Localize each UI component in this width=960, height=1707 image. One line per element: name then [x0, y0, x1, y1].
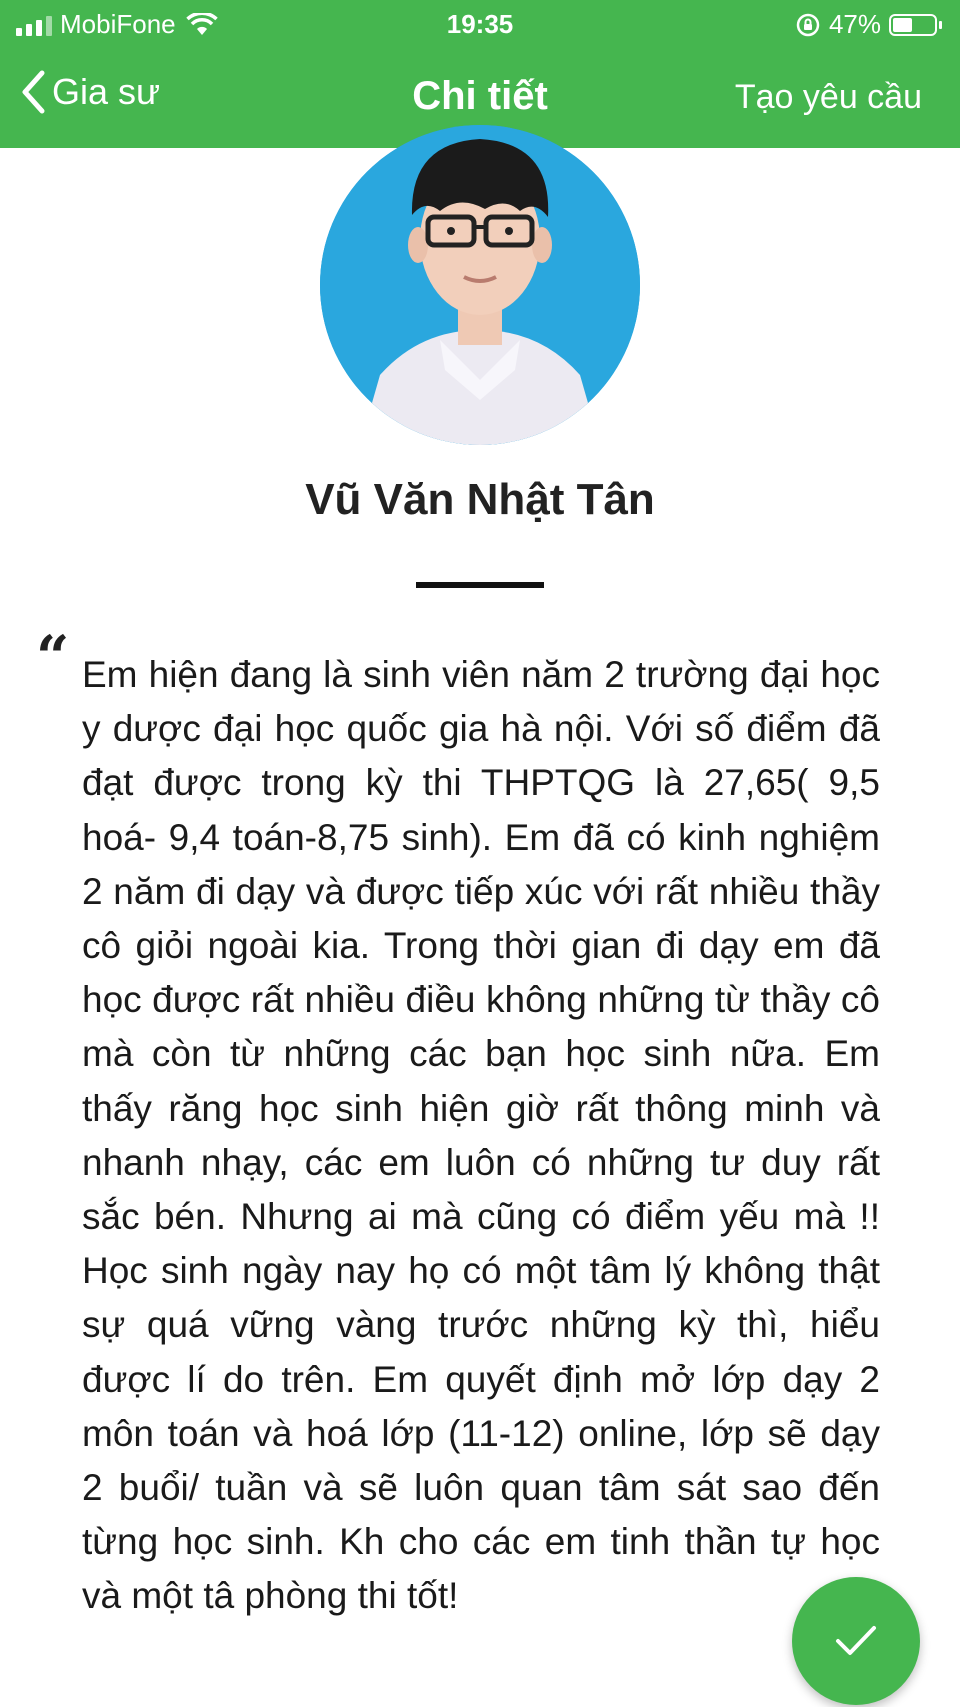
tutor-bio: Em hiện đang là sinh viên năm 2 trường đại học y dược đại học quốc gia hà nội. Với số điểm đã đạt được trong kỳ thi THPTQG là 27,65( 9,5 hoá- 9,4 toán-8,75 sinh). Em đã có kinh nghiệm 2 năm đi dạy và được tiếp xúc với rất nhiều thầy cô giỏi ngoài kia. Trong thời gian đi dạy em đã học được rất nhiều điều không những từ thầy cô mà còn từ những các bạn học sinh nữa. Em thấy răng học sinh hiện giờ rất thông minh và nhanh nhạy, các em luôn có những tư duy rất sắc bén. Nhưng ai mà cũng có điểm yếu mà !! Học sinh ngày nay họ có một tâm lý không thật sự quá vững vàng trước những kỳ thì, hiểu được lí do trên. Em quyết định mở lớp dạy 2 môn toán và hoá lớp (11-12) online, lớp sẽ dạy 2 buổi/ tuần và sẽ luôn quan tâm sát sao đến từng học sinh. Kh cho các em tinh thần tự học và một tâ phòng thi tốt!	[82, 654, 880, 1617]
tutor-name: Vũ Văn Nhật Tân	[305, 475, 655, 524]
divider	[416, 582, 544, 588]
battery-icon	[889, 14, 937, 36]
page-title: Chi tiết	[412, 74, 548, 118]
status-right	[795, 9, 942, 40]
avatar	[320, 125, 640, 445]
back-label: Gia sư	[52, 71, 161, 112]
check-icon	[834, 1623, 878, 1659]
avatar-photo	[320, 125, 640, 445]
confirm-fab-button[interactable]	[792, 1577, 920, 1705]
battery-cap	[939, 21, 942, 29]
status-bar	[0, 0, 960, 50]
carrier-label: MobiFone	[60, 9, 176, 39]
orientation-lock-icon	[795, 12, 821, 38]
status-time: 19:35	[446, 9, 514, 39]
battery-percent: 47%	[828, 9, 881, 39]
create-request-button[interactable]: Tạo yêu cầu	[734, 78, 922, 116]
quote-icon: “	[36, 623, 70, 691]
